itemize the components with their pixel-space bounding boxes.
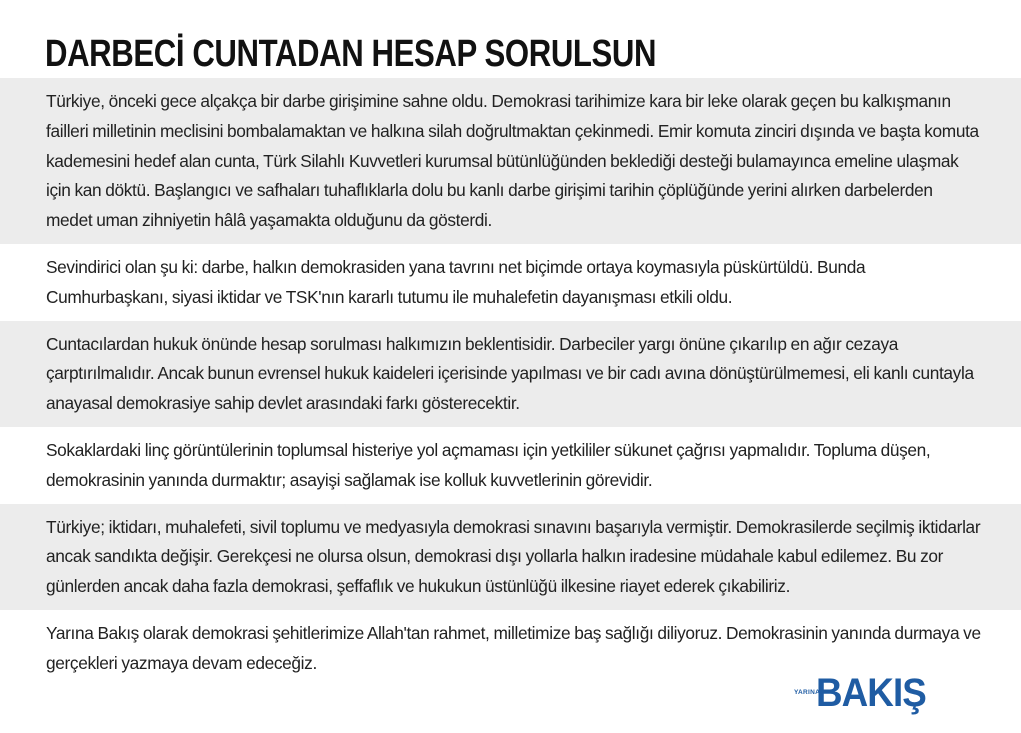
- paragraph-2: Sevindirici olan şu ki: darbe, halkın demokrasiden yana tavrını net biçimde ortaya koymasıyla püskürtüldü. Bunda Cumhurbaşkanı, siyasi iktidar ve TSK'nın kararlı tutumu ile muhalefetin dayanışması etkili oldu.: [46, 256, 866, 307]
- logo-small-text: YARINA: [794, 689, 821, 696]
- paragraph-4: Sokaklardaki linç görüntülerinin toplumsal histeriye yol açmaması için yetkililer sükunet çağrısı yapmalıdır. Topluma düşen, demokrasinin yanında durmaktır; asayişi sağlamak ise kolluk kuvvetlerinin görevidir.: [46, 439, 931, 490]
- paragraph-1: Türkiye, önceki gece alçakça bir darbe girişimine sahne oldu. Demokrasi tarihimize kara bir leke olarak geçen bu kalkışmanın failleri milletinin meclisini bombalamaktan ve halkına silah doğrultmaktan çekinmedi. Emir komuta zinciri dışında ve başta komuta kademesini hedef alan cunta, Türk Silahlı Kuvvetleri kurumsal bütünlüğünden beklediği desteği bulamayınca emeline ulaşmak için kan döktü. Başlangıcı ve safhaları tuhaflıklarla dolu bu kanlı darbe girişimi tarihin çöplüğünde yerini alırken darbelerden medet uman zihniyetin hâlâ yaşamakta olduğunu da gösterdi.: [0, 78, 1021, 244]
- paragraph-6: Yarına Bakış olarak demokrasi şehitlerimize Allah'tan rahmet, milletimize baş sağlığı diliyoruz. Demokrasinin yanında durmaya ve gerçekleri yazmaya devam edeceğiz.: [46, 622, 981, 673]
- paragraph-3: Cuntacılardan hukuk önünde hesap sorulması halkımızın beklentisidir. Darbeciler yargı önüne çıkarılıp en ağır cezaya çarptırılmalıdır. Ancak bunun evrensel hukuk kaideleri içerisinde yapılması ve bir cadı avına dönüştürülmemesi, eli kanlı cuntayla anayasal demokrasiye sahip devlet arasındaki farkı gösterecektir.: [0, 321, 1021, 427]
- logo-main-text: BAKIŞ: [816, 671, 926, 715]
- brand-logo: [794, 673, 960, 719]
- page-title: DARBECİ CUNTADAN HESAP SORULSUN: [45, 33, 657, 75]
- article-body: [0, 78, 1021, 687]
- paragraph-5: Türkiye; iktidarı, muhalefeti, sivil toplumu ve medyasıyla demokrasi sınavını başarıyla vermiştir. Demokrasilerde seçilmiş iktidarlar ancak sandıkta değişir. Gerekçesi ne olursa olsun, demokrasi dışı yollarla halkın iradesine müdahale kabul edilemez. Bu zor günlerden ancak daha fazla demokrasi, şeffaflık ve hukukun üstünlüğü ilkesine riayet ederek çıkabiliriz.: [0, 504, 1021, 610]
